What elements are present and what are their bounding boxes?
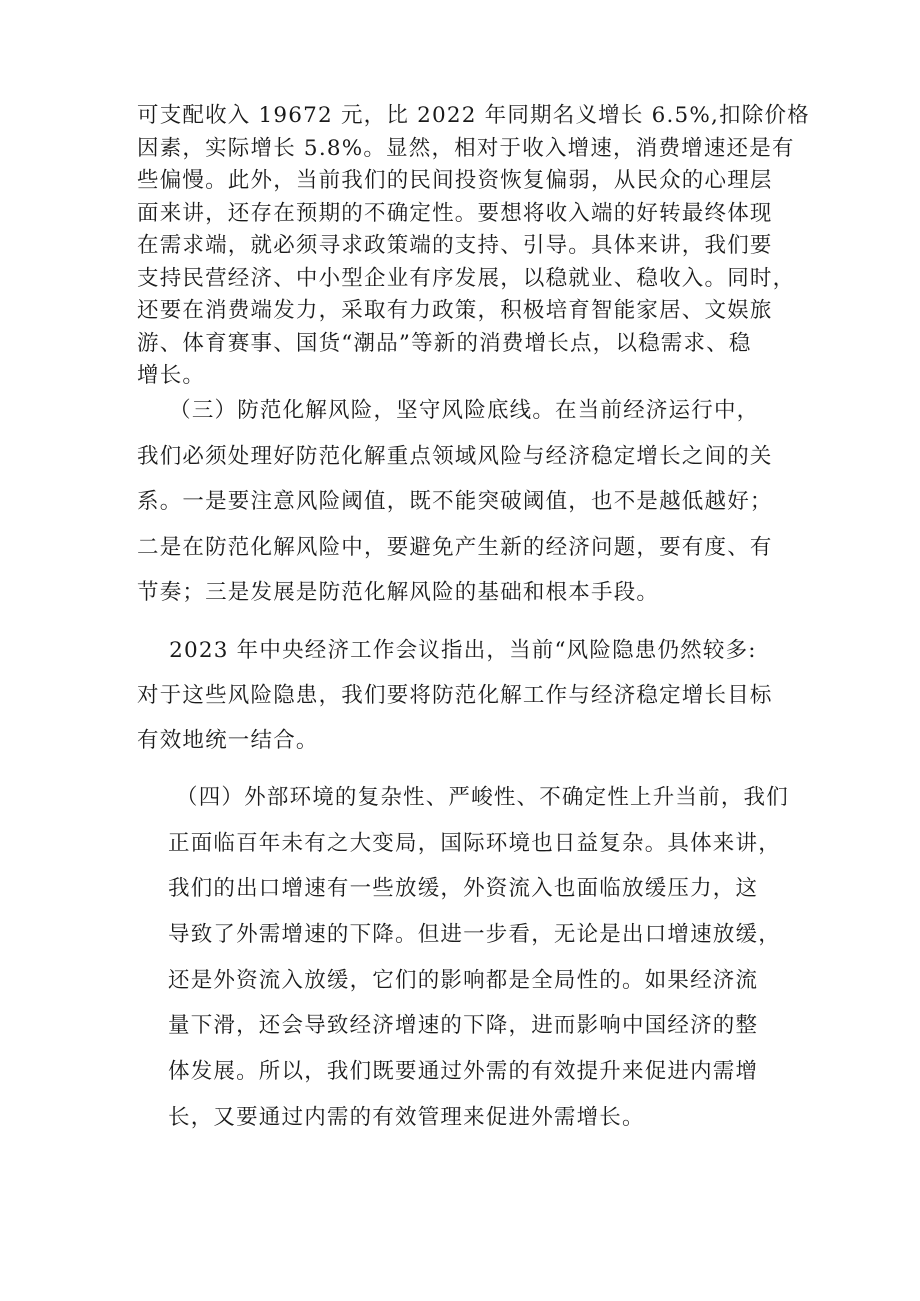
text-line: 2023 年中央经济工作会议指出，当前“风险隐患仍然较多: (137, 638, 757, 663)
paragraph-economic-conference (137, 628, 797, 763)
text-line: 长，又要通过内需的有效管理来促进外需增长。 (168, 1104, 645, 1130)
text-line: （三）防范化解风险，坚守风险底线。在当前经济运行中， (137, 398, 760, 423)
text-line: 还要在消费端发力，采取有力政策，积极培育智能家居、文娱旅 (137, 298, 773, 323)
text-line: 对于这些风险隐患，我们要将防范化解工作与经济稳定增长目标 (137, 683, 773, 708)
text-line: 增长。 (137, 363, 206, 388)
paragraph-consumption (137, 100, 810, 393)
text-line: 我们必须处理好防范化解重点领域风险与经济稳定增长之间的关 (137, 443, 773, 469)
text-line: （四）外部环境的复杂性、严峻性、不确定性上升当前，我们 (168, 785, 789, 810)
paragraph-external-environment (168, 775, 808, 1141)
paragraph-risk-prevention (137, 388, 797, 616)
text-line: 二是在防范化解风险中，要避免产生新的经济问题，要有度、有 (137, 534, 773, 560)
text-line: 量下滑，还会导致经济增速的下降，进而影响中国经济的整 (168, 1013, 759, 1039)
text-line: 导致了外需增速的下降。但进一步看，无论是出口增速放缓， (168, 922, 781, 948)
text-line: 支持民营经济、中小型企业有序发展，以稳就业、稳收入。同时， (137, 265, 796, 291)
text-line: 还是外资流入放缓，它们的影响都是全局性的。如果经济流 (168, 967, 759, 993)
text-line: 我们的出口增速有一些放缓，外资流入也面临放缓压力，这 (168, 876, 759, 902)
text-line: 节奏；三是发展是防范化解风险的基础和根本手段。 (137, 580, 660, 605)
text-line: 面来讲，还存在预期的不确定性。要想将收入端的好转最终体现 (137, 200, 773, 226)
text-line: 正面临百年未有之大变局，国际环境也日益复杂。具体来讲， (168, 830, 781, 856)
text-line: 游、体育赛事、国货“潮品”等新的消费增长点，以稳需求、稳 (137, 330, 752, 356)
text-line: 体发展。所以，我们既要通过外需的有效提升来促进内需增 (168, 1059, 759, 1085)
text-line: 有效地统一结合。 (137, 728, 319, 753)
text-line: 些偏慢。此外，当前我们的民间投资恢复偏弱，从民众的心理层 (137, 168, 773, 193)
text-line: 系。一是要注意风险阈值，既不能突破阈值，也不是越低越好； (137, 489, 773, 514)
text-line: 在需求端，就必须寻求政策端的支持、引导。具体来讲，我们要 (137, 233, 773, 258)
text-line: 因素，实际增长 5.8%。显然，相对于收入增速，消费增速还是有 (137, 135, 795, 161)
text-line: 可支配收入 19672 元，比 2022 年同期名义增长 6.5%,扣除价格 (137, 103, 810, 128)
